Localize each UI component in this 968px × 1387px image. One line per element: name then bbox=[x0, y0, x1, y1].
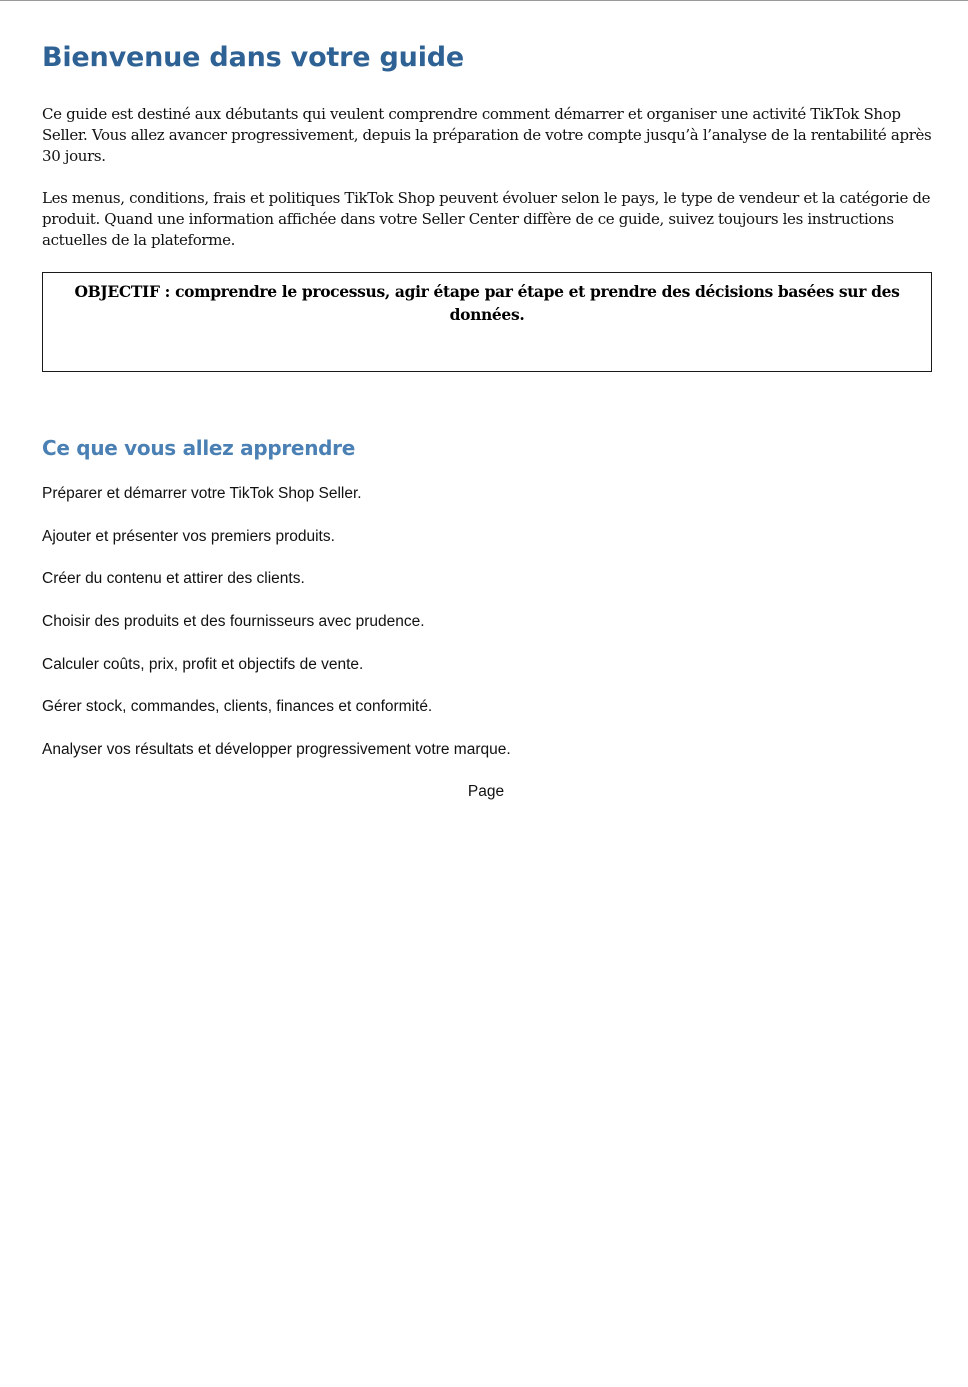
page-footer-label: Page bbox=[467, 783, 505, 800]
top-divider bbox=[0, 0, 968, 1]
list-item: Créer du contenu et attirer des clients. bbox=[42, 570, 305, 588]
list-item: Choisir des produits et des fournisseurs avec prudence. bbox=[42, 613, 425, 631]
list-item: Calculer coûts, prix, profit et objectifs de vente. bbox=[42, 655, 364, 673]
learning-list bbox=[42, 483, 511, 782]
list-item: Ajouter et présenter vos premiers produits. bbox=[42, 527, 335, 545]
list-item: Analyser vos résultats et développer progressivement votre marque. bbox=[42, 741, 511, 759]
objective-text: OBJECTIF : comprendre le processus, agir étape par étape et prendre des décisions basées sur des données. bbox=[74, 282, 900, 324]
list-item: Préparer et démarrer votre TikTok Shop Seller. bbox=[42, 485, 362, 502]
intro-paragraph: Ce guide est destiné aux débutants qui veulent comprendre comment démarrer et organiser une activité TikTok Shop Seller. Vous allez avancer progressivement, depuis la préparation de votre compte jusqu’à l’analyse de la rentabilité après 30 jours. bbox=[42, 105, 932, 165]
list-item: Gérer stock, commandes, clients, finances et conformité. bbox=[42, 698, 433, 716]
intro-paragraph: Les menus, conditions, frais et politiques TikTok Shop peuvent évoluer selon le pays, le type de vendeur et la catégorie de produit. Quand une information affichée dans votre Seller Center diffère de ce guide, suivez toujours les instructions actuelles de la plateforme. bbox=[42, 189, 931, 249]
page-title: Bienvenue dans votre guide bbox=[42, 42, 465, 73]
section-title: Ce que vous allez apprendre bbox=[42, 436, 355, 460]
objective-box bbox=[42, 272, 932, 372]
